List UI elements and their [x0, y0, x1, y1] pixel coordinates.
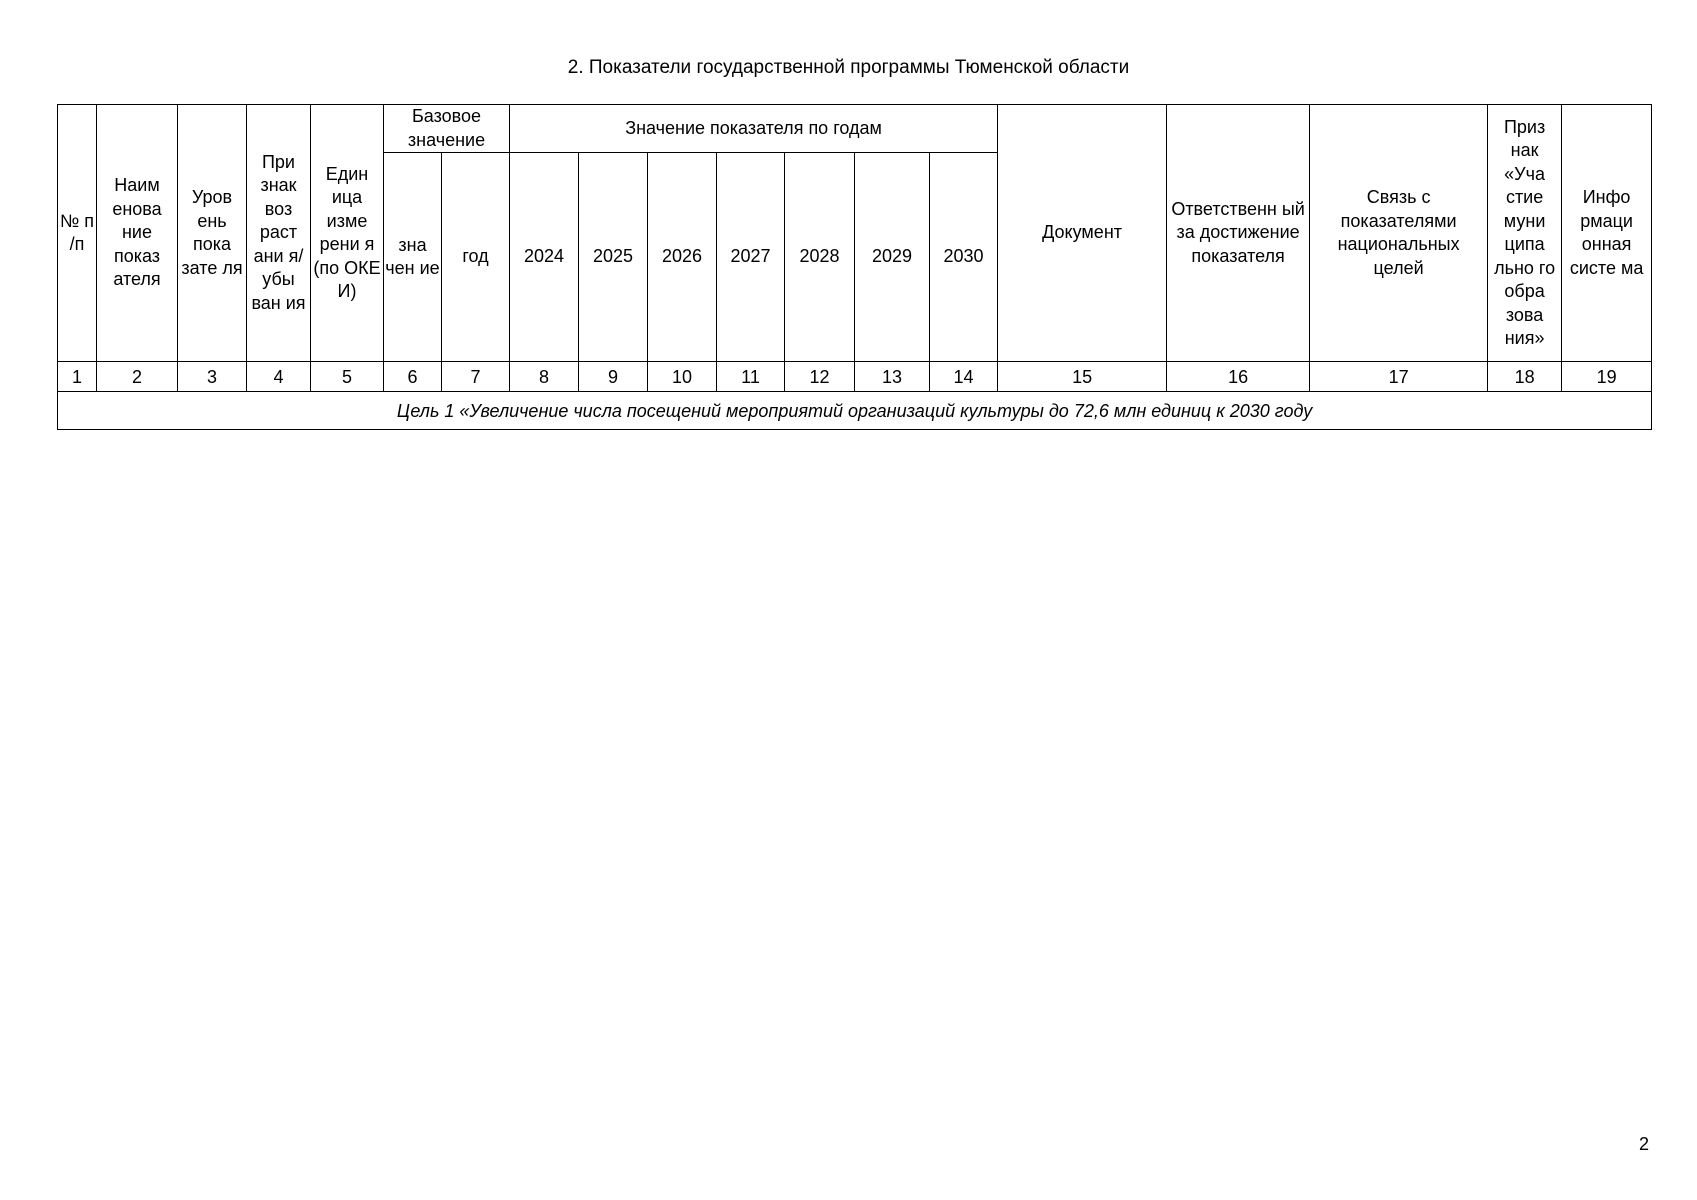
column-numbers-row [58, 362, 1652, 392]
column-number: 4 [247, 362, 311, 392]
header-year-2029: 2029 [855, 153, 930, 362]
header-responsible: Ответственн ый за достижение показателя [1167, 105, 1310, 362]
column-number: 9 [579, 362, 648, 392]
header-year-2025: 2025 [579, 153, 648, 362]
header-years-group: Значение показателя по годам [510, 105, 998, 153]
column-number: 17 [1310, 362, 1488, 392]
column-number: 13 [855, 362, 930, 392]
column-number: 15 [998, 362, 1167, 392]
header-year-2024: 2024 [510, 153, 579, 362]
column-number: 14 [930, 362, 998, 392]
column-number: 12 [785, 362, 855, 392]
column-number: 3 [178, 362, 247, 392]
header-year-2027: 2027 [717, 153, 785, 362]
column-number: 18 [1488, 362, 1562, 392]
header-year-2028: 2028 [785, 153, 855, 362]
header-growth-sign: При знак воз раст ани я/ убы ван ия [247, 105, 311, 362]
header-base-year: год [442, 153, 510, 362]
header-info-system: Инфо рмаци онная систе ма [1562, 105, 1652, 362]
column-number: 8 [510, 362, 579, 392]
header-national-goals-link: Связь с показателями национальных целей [1310, 105, 1488, 362]
column-number: 6 [384, 362, 442, 392]
header-unit: Един ица изме рени я (по ОКЕ И) [311, 105, 384, 362]
column-number: 19 [1562, 362, 1652, 392]
page-number: 2 [1638, 1134, 1649, 1154]
column-number: 5 [311, 362, 384, 392]
header-indicator-level: Уров ень пока зате ля [178, 105, 247, 362]
header-num: № п /п [58, 105, 97, 362]
header-indicator-name: Наим енова ние показ ателя [97, 105, 178, 362]
column-number: 7 [442, 362, 510, 392]
column-number: 1 [58, 362, 97, 392]
header-base-value-group: Базовое значение [384, 105, 510, 153]
page-title: 2. Показатели государственной программы Тюменской области [567, 57, 1130, 78]
header-base-value: зна чен ие [384, 153, 442, 362]
column-number: 16 [1167, 362, 1310, 392]
column-number: 10 [648, 362, 717, 392]
indicators-table [57, 104, 1652, 430]
column-number: 11 [717, 362, 785, 392]
column-number: 2 [97, 362, 178, 392]
header-year-2026: 2026 [648, 153, 717, 362]
goal-text: Цель 1 «Увеличение числа посещений мероприятий организаций культуры до 72,6 млн единиц к 2030 году [58, 392, 1652, 430]
header-year-2030: 2030 [930, 153, 998, 362]
header-document: Документ [998, 105, 1167, 362]
header-municipal-participation: Приз нак «Уча стие муни ципа льно го обра зова ния» [1488, 105, 1562, 362]
goal-row [58, 392, 1652, 430]
